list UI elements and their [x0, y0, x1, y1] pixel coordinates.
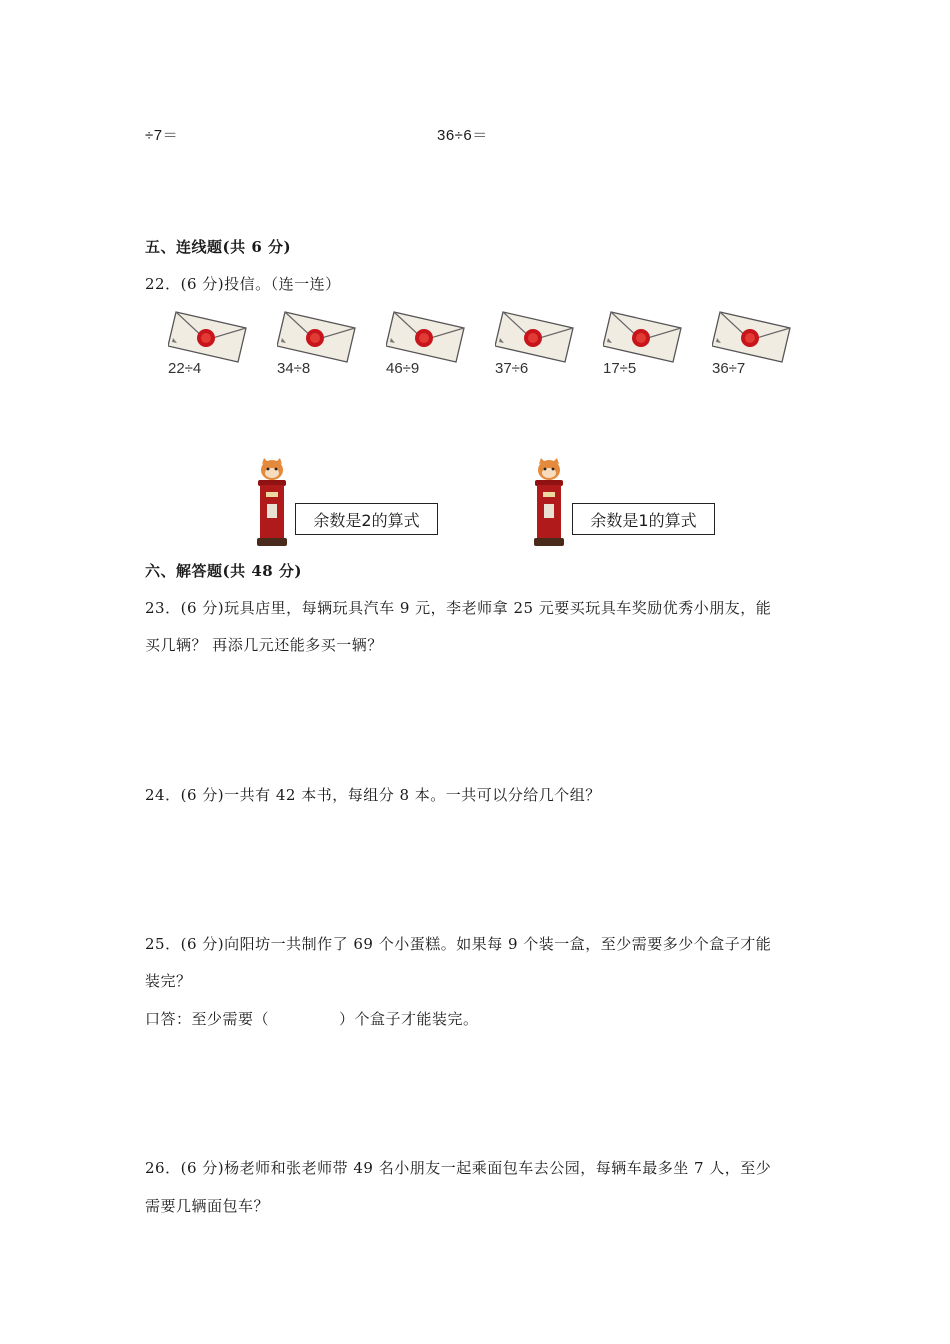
- envelope-expression: 36÷7: [712, 360, 746, 377]
- q26-line2: 需要几辆面包车？: [145, 1197, 270, 1215]
- envelope-expression: 34÷8: [277, 360, 311, 377]
- section5-title: 五、连线题(共 6 分): [145, 238, 292, 256]
- q23-line1: 23．(6 分)玩具店里，每辆玩具汽车 9 元，李老师拿 25 元要买玩具车奖励优秀小朋友，能: [145, 599, 772, 617]
- envelope-icon: [168, 310, 248, 366]
- envelope-icon: [495, 310, 575, 366]
- envelope-icon: [712, 310, 792, 366]
- envelope-item[interactable]: [168, 310, 248, 388]
- q25-answer-line: [145, 1008, 479, 1029]
- envelope-item[interactable]: [386, 310, 466, 388]
- envelope-icon: [603, 310, 683, 366]
- q25-answer-prefix: 口答：至少需要（: [145, 1010, 270, 1028]
- envelope-expression: 46÷9: [386, 360, 420, 377]
- q26-line1: 26．(6 分)杨老师和张老师带 49 名小朋友一起乘面包车去公园，每辆车最多坐 7 人，至少: [145, 1159, 772, 1177]
- q25-answer-suffix: ）个盒子才能装完。: [339, 1010, 479, 1028]
- envelope-icon: [277, 310, 357, 366]
- q25-line2: 装完？: [145, 972, 192, 990]
- q25-line1: 25．(6 分)向阳坊一共制作了 69 个小蛋糕。如果每 9 个装一盒，至少需要多少个盒子才能: [145, 935, 772, 953]
- top-right-expression: 36÷6＝: [437, 127, 488, 144]
- mailbox-label-remainder-1: 余数是1的算式: [572, 503, 715, 535]
- envelope-item[interactable]: [277, 310, 357, 388]
- mailbox-icon: [254, 458, 290, 548]
- mailbox-icon: [531, 458, 567, 548]
- envelope-expression: 22÷4: [168, 360, 202, 377]
- envelope-expression: 17÷5: [603, 360, 637, 377]
- envelope-icon: [386, 310, 466, 366]
- envelope-item[interactable]: [495, 310, 575, 388]
- envelope-item[interactable]: [712, 310, 792, 388]
- envelope-expression: 37÷6: [495, 360, 529, 377]
- top-left-expression: ÷7＝: [145, 127, 179, 144]
- mailbox-label-remainder-2: 余数是2的算式: [295, 503, 438, 535]
- section6-title: 六、解答题(共 48 分): [145, 562, 303, 580]
- q23-line2: 买几辆？ 再添几元还能多买一辆？: [145, 636, 383, 654]
- q22-text: 22．(6 分)投信。（连一连）: [145, 275, 341, 293]
- q24-line1: 24．(6 分)一共有 42 本书，每组分 8 本。一共可以分给几个组？: [145, 786, 601, 804]
- envelope-item[interactable]: [603, 310, 683, 388]
